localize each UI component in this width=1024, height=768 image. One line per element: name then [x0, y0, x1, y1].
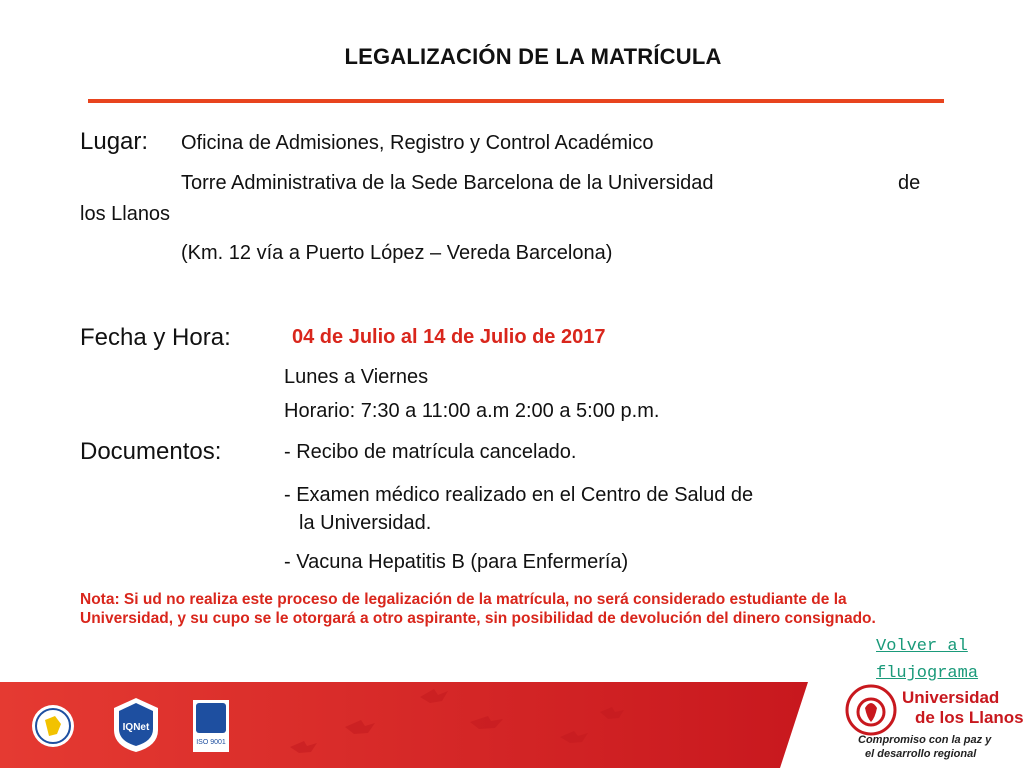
lugar-line-1: Oficina de Admisiones, Registro y Control Académico [181, 132, 654, 154]
page-title: LEGALIZACIÓN DE LA MATRÍCULA [344, 44, 722, 69]
fecha-label-group [80, 324, 231, 352]
iqnet-label: IQNet [122, 722, 150, 733]
lugar-colon: : [141, 128, 149, 155]
certification-badge-2 [110, 696, 162, 754]
lugar-label: Lugar [80, 128, 142, 155]
fecha-label: Fecha y Hora [80, 324, 225, 351]
fecha-hours: Horario: 7:30 a 11:00 a.m 2:00 a 5:00 p.m. [284, 400, 660, 422]
volver-flujograma-link[interactable] [876, 633, 978, 687]
link-line-2[interactable]: flujograma [876, 664, 979, 683]
slogan-line-2: el desarrollo regional [865, 748, 977, 760]
lugar-label-group [80, 128, 148, 156]
documentos-label-group [80, 438, 221, 466]
certification-badge-1 [30, 700, 76, 752]
lugar-line-2-wrap: los Llanos [80, 203, 171, 225]
lugar-line-3: (Km. 12 vía a Puerto López – Vereda Barcelona) [181, 242, 613, 264]
title-underline [88, 99, 944, 103]
documento-item-2-wrap: la Universidad. [299, 512, 432, 534]
nota-warning: Nota: Si ud no realiza este proceso de legalización de la matrícula, no será considerado estudiante de la Universidad, y su cupo se le otorgará a otro aspirante, sin posibilidad de devolución del dinero consignado. [80, 591, 876, 627]
documentos-colon: : [214, 438, 222, 465]
documento-item-1: - Recibo de matrícula cancelado. [284, 441, 577, 463]
fecha-colon: : [224, 324, 231, 351]
certification-seal-icon [30, 700, 76, 752]
footer-band [0, 682, 1024, 768]
university-seal-icon [845, 684, 897, 736]
fecha-dates: 04 de Julio al 14 de Julio de 2017 [292, 326, 606, 348]
iqnet-icon [110, 696, 162, 754]
certification-badge-3 [193, 700, 229, 752]
university-name-1: Universidad [902, 688, 1000, 707]
lugar-line-2: Torre Administrativa de la Sede Barcelona de la Universidad [181, 172, 714, 194]
link-line-1[interactable]: Volver al [876, 637, 968, 656]
iso-label: ISO 9001 [196, 739, 226, 746]
documento-item-2: - Examen médico realizado en el Centro de Salud de [284, 484, 754, 506]
icontec-icon [193, 700, 229, 752]
documentos-label: Documentos [80, 438, 215, 465]
slogan-line-1: Compromiso con la paz y [858, 734, 992, 746]
fecha-days: Lunes a Viernes [284, 366, 429, 388]
documento-item-3: - Vacuna Hepatitis B (para Enfermería) [284, 551, 629, 573]
lugar-line-2-end: de [898, 172, 921, 194]
university-name-2: de los Llanos [915, 708, 1024, 727]
